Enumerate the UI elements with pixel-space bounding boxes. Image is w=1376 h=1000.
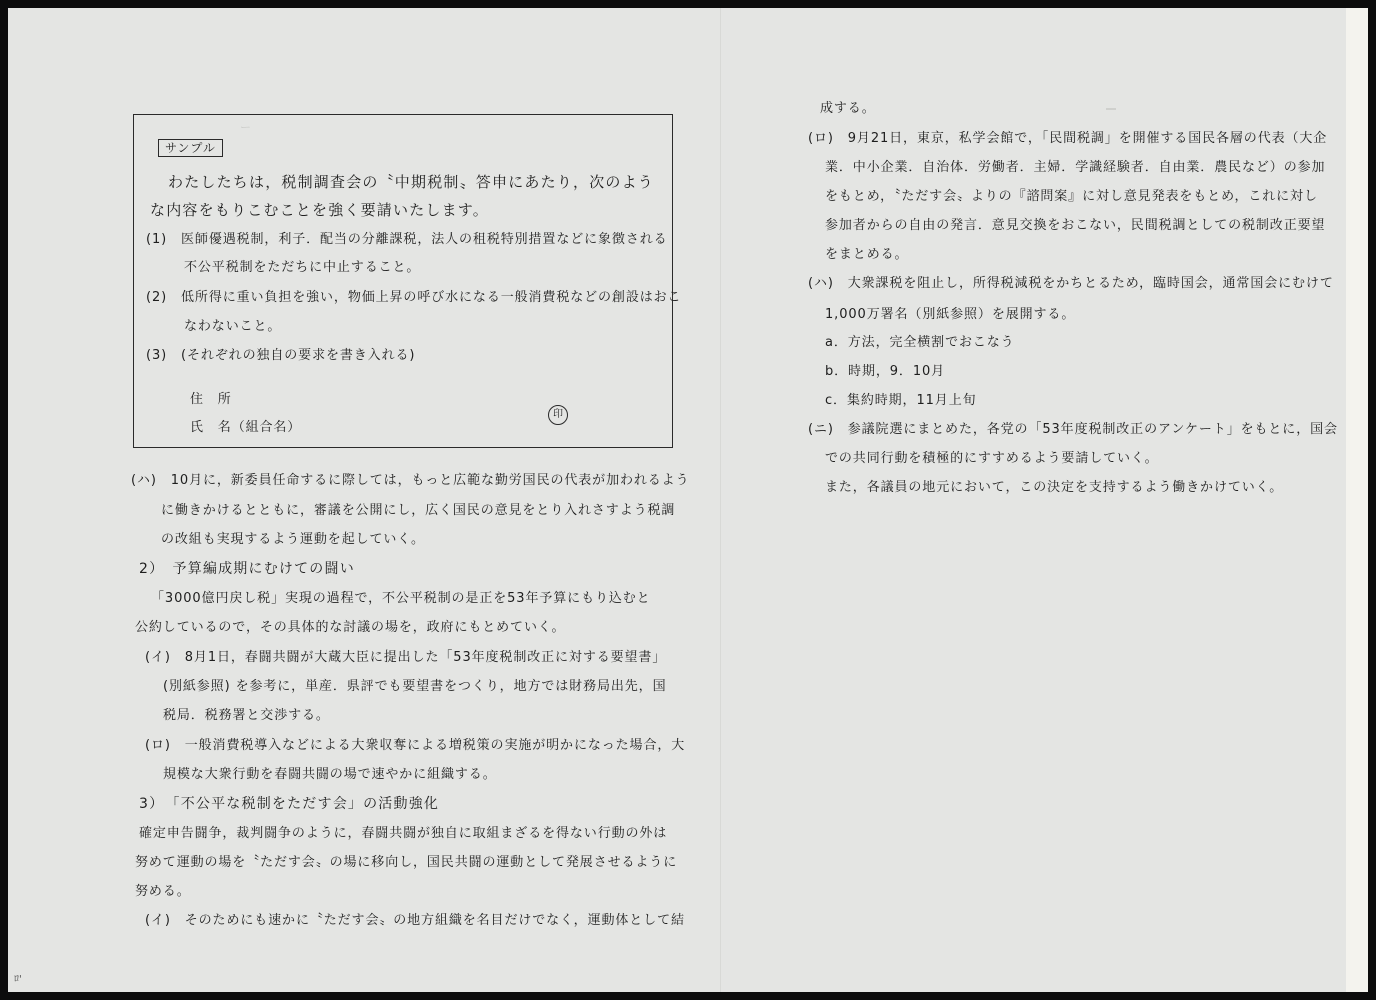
petition-item-2-cont: なわないこと。 <box>184 319 282 334</box>
section-3-body: 確定申告闘争，裁判闘争のように，春闘共闘が独自に取組まざるを得ない行動の外は <box>139 826 668 841</box>
petition-item-3: (3) (それぞれの独自の要求を書き入れる) <box>146 348 416 363</box>
address-label: 住 所 <box>190 392 232 407</box>
item-ha-cont: 1,000万署名（別紙参照）を展開する。 <box>825 307 1076 322</box>
section-3-body: 努めて運動の場を〝ただす会〟の場に移向し，国民共闘の運動として発展させるように <box>135 855 678 870</box>
petition-item-2: (2) 低所得に重い負担を強い，物価上昇の呼び水になる一般消費税などの創設はおこ <box>146 290 682 305</box>
item-ni: (ニ) 参議院選にまとめた，各党の「53年度税制改正のアンケート」をもとに，国会 <box>808 422 1338 437</box>
sample-petition-box <box>133 114 682 448</box>
section-2-item-i: (イ) 8月1日，春闘共闘が大蔵大臣に提出した「53年度税制改正に対する要望書」 <box>145 650 667 665</box>
item-ha: (ハ) 10月に，新委員任命するに際しては，もっと広範な勤労国民の代表が加われるよう <box>131 473 690 488</box>
section-2-body: 公約しているので，その具体的な討議の場を，政府にもとめていく。 <box>135 620 566 635</box>
document-sheet: ー サンプル わたしたちは，税制調査会の〝中期税制〟答申にあたり，次のよう な内容をもりこむことを強く要請いたします。 (1) 医師優遇税制，利子．配当の分離課税，法人の租税特別措置などに象徴される 不公平税制をただちに中止すること。 (2) 低所得に重い負担を強い，物価上昇の呼び水になる一般消費税などの創設はおこ なわないこと。 (3) (それぞれの独自の要求を書き入れる) 住 所 氏 名（組合名） 印 (ハ) 10月に，新委員任命するに際しては，もっと広範な勤労国民の代表が加われるよう に働きかけるとともに，審議を公開にし，広く国民の意見をとり入れさすよう税調 の改組も実現するよう運動を起していく。 2） 予算編成期にむけての闘い 「3000億円戻し税」実現の過程で，不公平税制の是正を53年予算にもり込むと 公約しているので，その具体的な討議の場を，政府にもとめていく。 (イ) 8月1日，春闘共闘が大蔵大臣に提出した「53年度税制改正に対する要望書」 (別紙参照) を参考に，単産．県評でも要望書をつくり，地方では財務局出先，国 税局．税務署と交渉する。 (ロ) 一般消費税導入などによる大衆収奪による増税策の実施が明かになった場合，大 規模な大衆行動を春闘共闘の場で速やかに組織する。 3） 「不公平な税制をただす会」の活動強化 確定申告闘争，裁判闘争のように，春闘共闘が独自に取組まざるを得ない行動の外は 努めて運動の場を〝ただす会〟の場に移向し，国民共闘の運動として発展させるように 努める。 (イ) そのためにも速かに〝ただす会〟の地方組織を名目だけでなく，運動体として結 成する。 (ロ) 9月21日，東京，私学会館で，「民間税調」を開催する国民各層の代表（大企 業．中小企業．自治体．労働者．主婦．学識経験者．自由業．農民など）の参加 をもとめ，〝ただす会〟よりの『諮問案』に対し意見発表をもとめ，これに対し 参加者からの自由の発言．意見交換をおこない，民間税調としての税制改正要望 をまとめる。 (ハ) 大衆課税を阻止し，所得税減税をかちとるため，臨時国会，通常国会にむけて 1,000万署名（別紙参照）を展開する。 a．方法，完全横割でおこなう b．時期，9．10月 c．集約時期，11月上旬 (ニ) 参議院選にまとめた，各党の「53年度税制改正のアンケート」をもとに，国会 での共同行動を積極的にすすめるよう要請していく。 また，各議員の地元において，この決定を支持するよう働きかけていく。 ﾛ' <box>8 8 1368 992</box>
section-2-item-i-cont: 税局．税務署と交渉する。 <box>163 708 330 723</box>
sample-tag: サンプル <box>158 139 223 157</box>
section-2-item-i-cont: (別紙参照) を参考に，単産．県評でも要望書をつくり，地方では財務局出先，国 <box>163 679 667 694</box>
section-2-title: 2） 予算編成期にむけての闘い <box>139 561 355 577</box>
section-2-item-ro: (ロ) 一般消費税導入などによる大衆収奪による増税策の実施が明かになった場合，大 <box>145 738 686 753</box>
item-ha-a: a．方法，完全横割でおこなう <box>825 335 1015 350</box>
item-ni-cont: での共同行動を積極的にすすめるよう要請していく。 <box>825 451 1159 466</box>
continuation-text: 成する。 <box>820 101 876 116</box>
item-ro-cont: をまとめる。 <box>825 247 909 262</box>
page-fold <box>720 8 721 992</box>
section-3-item-i: (イ) そのためにも速かに〝ただす会〟の地方組織を名目だけでなく，運動体として結 <box>145 913 685 928</box>
margin-mark: ﾛ' <box>14 974 22 985</box>
item-ha-c: c．集約時期，11月上旬 <box>825 393 977 408</box>
name-label: 氏 名（組合名） <box>190 420 302 435</box>
section-2-body: 「3000億円戻し税」実現の過程で，不公平税制の是正を53年予算にもり込むと <box>151 591 651 606</box>
item-ha-cont: に働きかけるとともに，審議を公開にし，広く国民の意見をとり入れさすよう税調 <box>161 503 676 518</box>
item-ro-cont: 業．中小企業．自治体．労働者．主婦．学識経験者．自由業．農民など）の参加 <box>825 160 1326 175</box>
petition-item-1: (1) 医師優遇税制，利子．配当の分離課税，法人の租税特別措置などに象徴される <box>146 232 668 247</box>
item-ha-b: b．時期，9．10月 <box>825 364 946 379</box>
closing-text: また，各議員の地元において，この決定を支持するよう働きかけていく。 <box>825 480 1284 495</box>
item-ro: (ロ) 9月21日，東京，私学会館で，「民間税調」を開催する国民各層の代表（大企 <box>808 131 1328 146</box>
section-3-body: 努める。 <box>135 884 191 899</box>
item-ha: (ハ) 大衆課税を阻止し，所得税減税をかちとるため，臨時国会，通常国会にむけて <box>808 276 1334 291</box>
item-ro-cont: をもとめ，〝ただす会〟よりの『諮問案』に対し意見発表をもとめ，これに対し <box>825 189 1318 204</box>
seal-mark: 印 <box>548 405 568 425</box>
petition-intro-line: わたしたちは，税制調査会の〝中期税制〟答申にあたり，次のよう <box>168 173 655 191</box>
item-ro-cont: 参加者からの自由の発言．意見交換をおこない，民間税調としての税制改正要望 <box>825 218 1326 233</box>
petition-item-1-cont: 不公平税制をただちに中止すること。 <box>184 260 421 275</box>
item-ha-cont: の改組も実現するよう運動を起していく。 <box>161 532 425 547</box>
section-2-item-ro-cont: 規模な大衆行動を春闘共闘の場で速やかに組織する。 <box>163 767 497 782</box>
section-3-title: 3） 「不公平な税制をただす会」の活動強化 <box>139 796 440 812</box>
paper-edge-strip <box>1346 8 1368 992</box>
petition-intro-line: な内容をもりこむことを強く要請いたします。 <box>150 201 490 219</box>
